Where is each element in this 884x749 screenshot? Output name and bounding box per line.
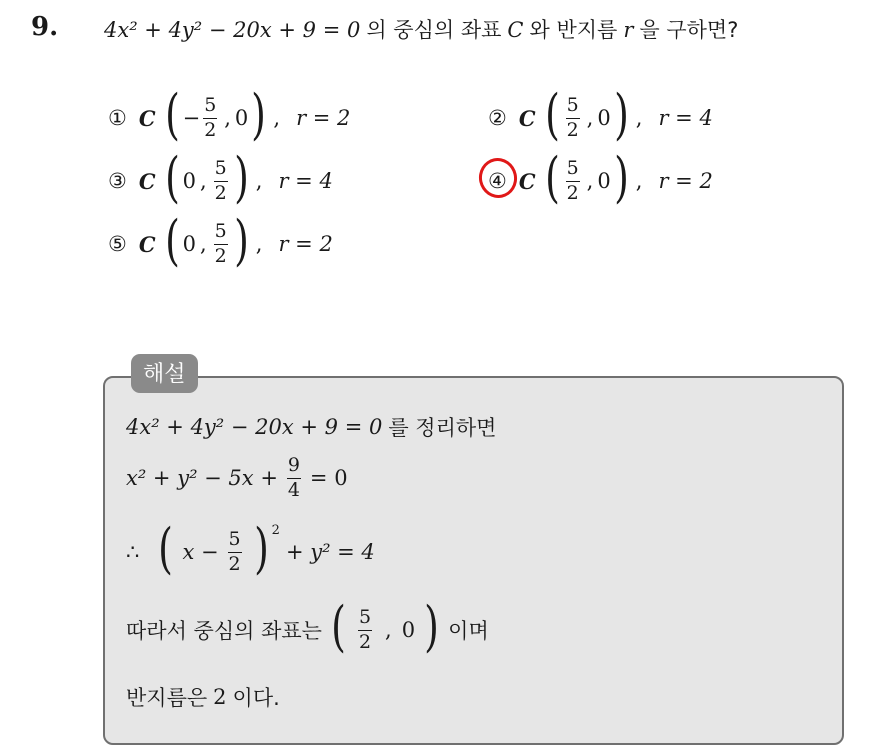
right-paren: ) <box>253 517 269 580</box>
left-paren: ( <box>158 517 174 580</box>
choice-marker: ⑤ <box>108 232 127 256</box>
fraction-denominator: 2 <box>358 630 372 653</box>
fraction-numerator: 5 <box>358 605 372 628</box>
choice-1[interactable]: ① C ( − $\frac{5}{2}$ , 0 ) , r = 2 <box>108 83 351 146</box>
fraction-numerator: 5 <box>566 93 579 116</box>
choice-marker: ① <box>108 106 127 130</box>
choice-4[interactable]: ④ C ( $\frac{5}{2}$ , 0 ) , r = 2 <box>488 157 713 205</box>
choice-radius: r = 2 <box>278 232 333 256</box>
fraction-denominator: 2 <box>228 552 241 575</box>
radius-value: 2 <box>213 685 227 709</box>
choice-c: C <box>138 168 156 194</box>
question-var-r: r <box>623 18 634 42</box>
solution-expression: x² + y² − 5x + <box>126 466 278 491</box>
choice-marker: ③ <box>108 169 127 193</box>
choice-marker: ② <box>488 106 507 130</box>
solution-line-3 <box>126 517 375 580</box>
right-paren: ) <box>233 209 249 272</box>
fraction <box>214 156 228 204</box>
left-paren: ( <box>544 146 560 209</box>
right-paren: ) <box>251 83 267 146</box>
question-text-mid: 의 중심의 좌표 <box>366 18 502 42</box>
solution-line-4: 따라서 중심의 좌표는 ( $\frac{5}{2}$ , 0 ) 이며 <box>126 595 489 658</box>
question-var-c: C <box>507 18 524 42</box>
fraction <box>358 605 372 653</box>
coord-y: 0 <box>234 106 249 130</box>
choice-2[interactable]: ② C ( $\frac{5}{2}$ , 0 ) , r = 4 <box>488 83 713 146</box>
exponent: 2 <box>271 522 280 538</box>
choice-marker: ④ <box>488 169 507 193</box>
right-paren: ) <box>233 146 249 209</box>
solution-text-end: 이다. <box>232 686 280 710</box>
solution-label: 해설 <box>131 354 198 393</box>
fraction-denominator: 2 <box>214 244 227 267</box>
right-paren: ) <box>613 146 629 209</box>
fraction-denominator: 2 <box>204 118 217 141</box>
choice-radius: r = 4 <box>658 106 713 130</box>
fraction <box>287 456 301 501</box>
solution-expression: x − <box>182 540 219 564</box>
selection-circle <box>475 154 520 201</box>
fraction-numerator: 5 <box>214 156 227 179</box>
fraction <box>566 156 580 204</box>
question-text-end: 을 구하면? <box>639 18 739 42</box>
question-number: 9. <box>31 12 59 42</box>
therefore-symbol: ∴ <box>126 540 140 564</box>
solution-expression-right: = 0 <box>309 466 348 491</box>
fraction <box>214 219 228 267</box>
coord-x: 0 <box>182 232 196 256</box>
fraction-numerator: 5 <box>204 93 217 116</box>
fraction-denominator: 2 <box>566 118 579 141</box>
left-paren: ( <box>331 595 346 658</box>
choice-radius: r = 4 <box>278 169 333 193</box>
question-text-and: 와 반지름 <box>529 18 618 42</box>
choice-c: C <box>518 105 536 131</box>
right-paren: ) <box>613 83 629 146</box>
choice-radius: r = 2 <box>658 169 713 193</box>
solution-text: 반지름은 <box>126 686 208 710</box>
solution-line-5 <box>126 682 280 712</box>
choice-c: C <box>518 168 536 194</box>
solution-line-2 <box>126 456 348 501</box>
right-paren: ) <box>424 595 439 658</box>
fraction-numerator: 5 <box>566 156 579 179</box>
solution-text: 따라서 중심의 좌표는 <box>126 619 322 643</box>
choice-radius: r = 2 <box>296 106 351 130</box>
fraction <box>228 527 242 575</box>
fraction-denominator: 2 <box>566 181 579 204</box>
choice-5[interactable]: ⑤ C ( 0 , $\frac{5}{2}$ ) , r = 2 <box>108 209 333 272</box>
coord-x: 0 <box>182 169 196 193</box>
left-paren: ( <box>164 209 180 272</box>
fraction-numerator: 5 <box>228 527 241 550</box>
minus-sign: − <box>182 106 201 130</box>
fraction <box>566 93 580 141</box>
choice-3[interactable]: ③ C ( 0 , $\frac{5}{2}$ ) , r = 4 <box>108 146 333 209</box>
fraction-denominator: 2 <box>214 181 227 204</box>
fraction-denominator: 4 <box>287 478 300 501</box>
question-text <box>104 14 738 44</box>
choice-c: C <box>138 105 156 131</box>
left-paren: ( <box>164 146 180 209</box>
left-paren: ( <box>544 83 560 146</box>
choice-c: C <box>138 231 156 257</box>
left-paren: ( <box>164 83 180 146</box>
solution-line-1 <box>126 412 496 442</box>
solution-equation: 4x² + 4y² − 20x + 9 = 0 <box>126 415 383 439</box>
fraction-numerator: 5 <box>214 219 227 242</box>
solution-text-end: 이며 <box>448 619 489 643</box>
coord-y: 0 <box>401 618 416 642</box>
coord-y: 0 <box>597 106 611 130</box>
solution-text: 를 정리하면 <box>388 416 497 440</box>
solution-expression-right: + y² = 4 <box>285 540 375 564</box>
question-equation: 4x² + 4y² − 20x + 9 = 0 <box>104 18 361 42</box>
fraction-numerator: 9 <box>287 454 300 476</box>
coord-y: 0 <box>597 169 611 193</box>
fraction <box>203 93 217 141</box>
